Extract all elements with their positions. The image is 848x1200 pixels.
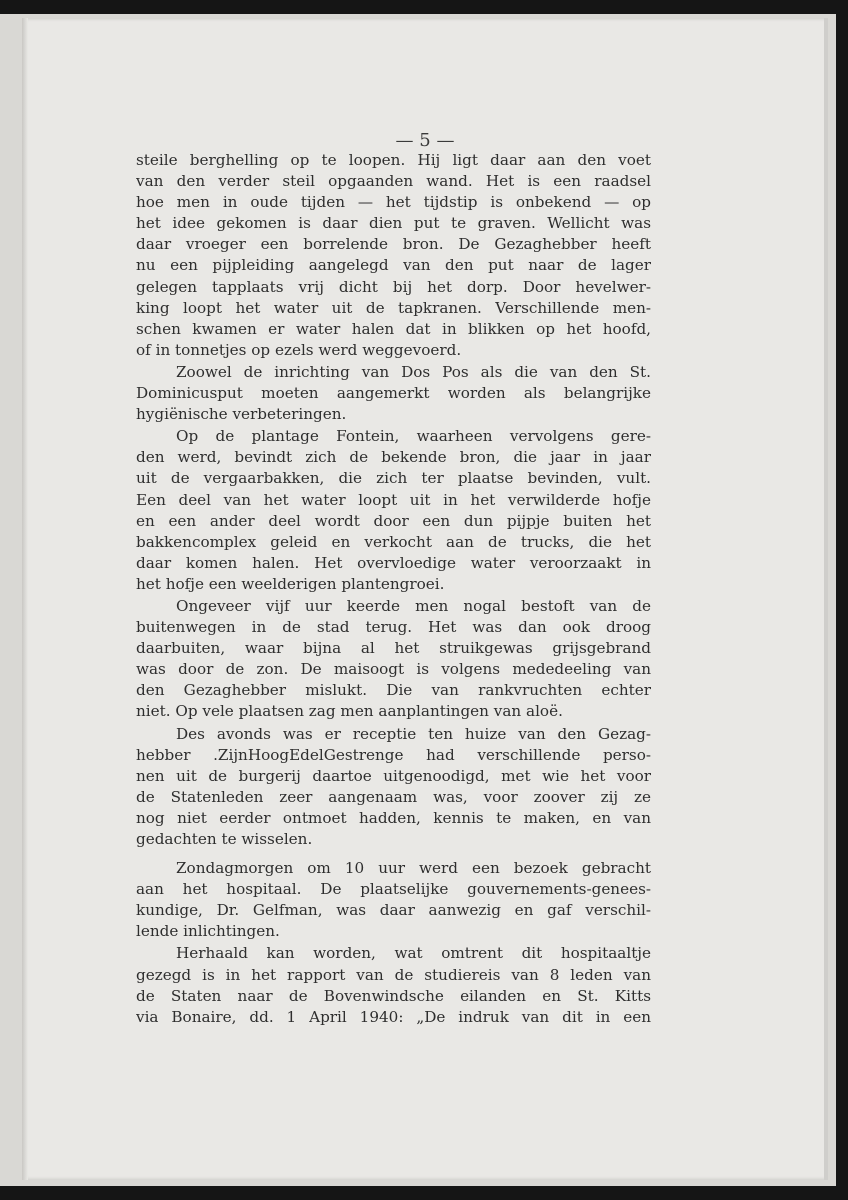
text-line: hebber .ZijnHoogEdelGestrenge had verschillende perso-	[136, 745, 651, 764]
text-line: of in tonnetjes op ezels werd weggevoerd.	[136, 340, 462, 359]
paragraph	[136, 858, 651, 942]
text-line: de Statenleden zeer aangenaam was, voor zoover zij ze	[136, 787, 651, 806]
paragraph	[136, 426, 651, 595]
text-line: Ongeveer vijf uur keerde men nogal bestoft van de	[176, 596, 651, 615]
text-line: hoe men in oude tijden — het tijdstip is onbekend — op	[136, 193, 651, 212]
text-line: gedachten te wisselen.	[136, 830, 313, 848]
paragraph	[136, 724, 651, 851]
text-line: kundige, Dr. Gelfman, was daar aanwezig en gaf verschil-	[136, 901, 651, 920]
text-line: Dominicusput moeten aangemerkt worden als belangrijke	[136, 384, 651, 403]
text-line: gelegen tapplaats vrij dicht bij het dorp. Door hevelwer-	[136, 277, 651, 296]
body-text	[136, 150, 651, 1028]
page-fold-shadow	[22, 18, 28, 1180]
page-number: — 5 —	[395, 130, 455, 151]
text-line: van den verder steil opgaanden wand. Het is een raadsel	[136, 172, 651, 191]
text-line: daarbuiten, waar bijna al het struikgewas grijsgebrand	[136, 639, 651, 658]
text-line: via Bonaire, dd. 1 April 1940: „De indruk van dit in een	[136, 1007, 651, 1026]
paragraph	[136, 150, 651, 361]
text-line: uit de vergaarbakken, die zich ter plaatse bevinden, vult.	[136, 469, 651, 488]
text-line: den werd, bevindt zich de bekende bron, die jaar in jaar	[136, 448, 651, 467]
paragraph	[136, 362, 651, 425]
text-line: buitenwegen in de stad terug. Het was dan ook droog	[136, 618, 651, 637]
text-line: gezegd is in het rapport van de studiereis van 8 leden van	[136, 965, 651, 984]
page-right-edge	[824, 18, 828, 1180]
paragraph	[136, 596, 651, 723]
text-line: de Staten naar de Bovenwindsche eilanden en St. Kitts	[136, 986, 651, 1005]
text-line: hygiënische verbeteringen.	[136, 405, 347, 424]
text-line: daar vroeger een borrelende bron. De Gezaghebber heeft	[136, 235, 651, 254]
text-line: en een ander deel wordt door een dun pijpje buiten het	[136, 511, 651, 530]
text-line: king loopt het water uit de tapkranen. Verschillende men-	[136, 298, 651, 317]
text-line: daar komen halen. Het overvloedige water veroorzaakt in	[136, 553, 651, 572]
text-line: nu een pijpleiding aangelegd van den put naar de lager	[136, 256, 651, 275]
text-line: niet. Op vele plaatsen zag men aanplantingen van aloë.	[136, 702, 563, 721]
text-line: het idee gekomen is daar dien put te graven. Wellicht was	[136, 214, 651, 233]
text-line: Een deel van het water loopt uit in het verwilderde hofje	[136, 490, 651, 509]
text-line: aan het hospitaal. De plaatselijke gouvernements-genees-	[136, 880, 651, 899]
text-line: was door de zon. De maisoogt is volgens mededeeling van	[136, 660, 651, 679]
text-line: Herhaald kan worden, wat omtrent dit hospitaaltje	[176, 944, 651, 963]
text-line: Zoowel de inrichting van Dos Pos als die van den St.	[176, 362, 651, 381]
text-line: Op de plantage Fontein, waarheen vervolgens gere-	[176, 427, 651, 446]
text-line: nen uit de burgerij daartoe uitgenoodigd, met wie het voor	[136, 766, 651, 785]
text-line: Zondagmorgen om 10 uur werd een bezoek gebracht	[176, 859, 651, 878]
paragraph	[136, 943, 651, 1027]
text-line: steile berghelling op te loopen. Hij ligt daar aan den voet	[136, 151, 651, 169]
text-line: den Gezaghebber mislukt. Die van rankvruchten echter	[136, 681, 651, 700]
text-line: schen kwamen er water halen dat in blikken op het hoofd,	[136, 319, 651, 338]
text-line: bakkencomplex geleid en verkocht aan de trucks, die het	[136, 532, 651, 551]
text-line: lende inlichtingen.	[136, 922, 280, 941]
text-line: nog niet eerder ontmoet hadden, kennis te maken, en van	[136, 808, 651, 827]
text-line: het hofje een weelderigen plantengroei.	[136, 574, 445, 593]
text-line: Des avonds was er receptie ten huize van den Gezag-	[176, 724, 651, 743]
